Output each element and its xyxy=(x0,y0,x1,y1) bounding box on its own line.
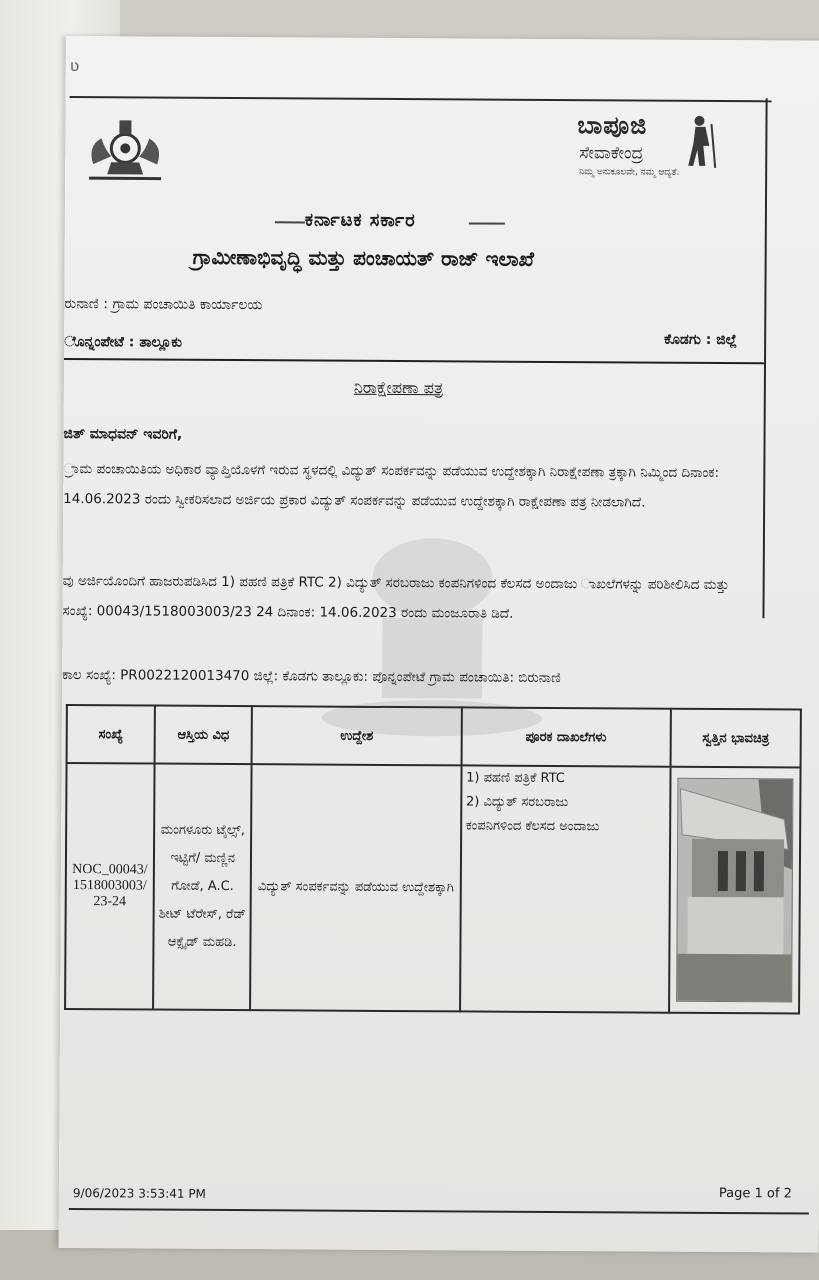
cell-photo xyxy=(669,767,801,1014)
header-supporting-documents: ಪೂರಕ ದಾಖಲೆಗಳು xyxy=(461,707,671,766)
office-line: ರುನಾಣಿ : ಗ್ರಾಮ ಪಂಚಾಯಿತಿ ಕಾರ್ಯಾಲಯ xyxy=(64,295,263,314)
title-rule-left xyxy=(275,221,305,223)
cell-documents xyxy=(460,765,671,1012)
document-item: 2) ವಿದ್ಯುತ್ ಸರಬರಾಜು xyxy=(465,794,569,811)
paragraph-documents: ವು ಅರ್ಜಿಯೊಂದಿಗೆ ಹಾಜರುಪಡಿಸಿದ 1) ಪಹಣಿ ಪತ್ರಿಕೆ RTC 2) ವಿದ್ಯುತ್ ಸರಬರಾಜು ಕಂಪನಿಗಳಿಂದ ಕೆಲಸದ ಅಂದಾಜು ಾಖಲೆಗಳನ್ನು ಪರಿಶೀಲಿಸಿದ ಮತ್ತು ಸಂಖ್ಯೆ: 00043/1518003003/23 24 ದಿನಾಂಕ: 14.06.2023 ರಂದು ಮಂಜೂರಾತಿ ಡಿದೆ. xyxy=(62,572,730,622)
header-property-type: ಆಸ್ತಿಯ ವಿಧ xyxy=(155,706,253,765)
brand-subtitle: ಸೇವಾಕೇಂದ್ರ xyxy=(579,143,644,164)
paragraph-property-ids: ಕಾಲ ಸಂಖ್ಯೆ: PR0022120013470 ಜಿಲ್ಲೆ: ಕೊಡಗು ತಾಲ್ಲೂಕು: ಪೊನ್ನಂಪೇಟೆ ಗ್ರಾಮ ಪಂಚಾಯಿತಿ: ಬಿರುನಾಣಿ xyxy=(62,666,561,687)
taluk-line: ೊನ್ನಂಪೇಟೆ : ತಾಲ್ಲೂಕು xyxy=(64,333,183,351)
karnataka-emblem-icon xyxy=(83,116,167,187)
district-line: ಕೊಡಗು : ಜಿಲ್ಲೆ xyxy=(664,331,738,349)
header-purpose: ಉದ್ದೇಶ xyxy=(252,706,462,765)
department-title: ಗ್ರಾಮೀಣಾಭಿವೃದ್ಧಿ ಮತ್ತು ಪಂಚಾಯತ್ ರಾಜ್ ಇಲಾಖೆ xyxy=(192,244,535,271)
cell-property-type: ಮಂಗಳೂರು ಟೈಲ್ಸ್, ಇಟ್ಟಿಗೆ/ ಮಣ್ಣಿನ ಗೋಡೆ, A.C. ಶೀಟ್ ಟೆರೇಸ್, ರೆಡ್ ಆಕ್ಸೈಡ್ ಮಹಡಿ. xyxy=(153,764,252,1011)
header-number: ಸಂಖ್ಯೆ xyxy=(67,705,155,764)
document-sheet xyxy=(59,36,819,1253)
header-property-photo: ಸ್ವತ್ತಿನ ಭಾವಚಿತ್ರ xyxy=(671,709,801,768)
document-title: ನಿರಾಕ್ಷೇಪಣಾ ಪತ್ರ xyxy=(353,377,444,398)
header-divider xyxy=(64,358,764,364)
table-row xyxy=(65,763,800,1013)
footer-divider xyxy=(69,1208,809,1215)
document-item: ಕಂಪನಿಗಳಿಂದ ಕೆಲಸದ ಅಂದಾಜು xyxy=(465,818,600,835)
table-header-row xyxy=(67,705,801,767)
paragraph-application: ್ರಾಮ ಪಂಚಾಯಿತಿಯ ಅಧಿಕಾರ ವ್ಯಾಪ್ತಿಯೊಳಗೆ ಇರುವ ಸ್ಥಳದಲ್ಲಿ ವಿದ್ಯುತ್ ಸಂಪರ್ಕವನ್ನು ಪಡೆಯುವ ಉದ್ದೇಶಕ್ಕಾಗಿ ನಿರಾಕ್ಷೇಪಣಾ ತ್ರಕ್ಕಾಗಿ ನಿಮ್ಮಿಂದ ದಿನಾಂಕ: 14.06.2023 ರಂದು ಸ್ವೀಕರಿಸಲಾದ ಅರ್ಜಿಯ ಪ್ರಕಾರ ವಿದ್ಯುತ್ ಸಂಪರ್ಕವನ್ನು ಪಡೆಯುವ ಉದ್ದೇಶಕ್ಕಾಗಿ ರಾಕ್ಷೇಪಣಾ ಪತ್ರ ನೀಡಲಾಗಿದೆ. xyxy=(63,460,720,511)
gandhi-walking-icon xyxy=(683,114,719,168)
title-rule-right xyxy=(469,222,505,224)
greeting: ಜಿತ್ ಮಾಧವನ್ ಇವರಿಗೆ, xyxy=(63,425,183,443)
footer-datetime: 9/06/2023 3:53:41 PM xyxy=(72,1186,206,1201)
brand-name: ಬಾಪೂಜಿ xyxy=(577,111,648,140)
cell-purpose: ವಿದ್ಯುತ್ ಸಂಪರ್ಕವನ್ನು ಪಡೆಯುವ ಉದ್ದೇಶಕ್ಕಾಗಿ xyxy=(250,764,461,1011)
noc-table xyxy=(64,704,802,1014)
brand-tagline: ನಿಮ್ಮ ಅನುಕೂಲವೇ, ನಮ್ಮ ಆದ್ಯತೆ. xyxy=(579,167,680,178)
government-title: ಕರ್ನಾಟಕ ಸರ್ಕಾರ xyxy=(304,209,416,232)
property-photo xyxy=(676,778,793,1003)
frame-line-right xyxy=(762,98,767,618)
footer-page-number: Page 1 of 2 xyxy=(718,1186,792,1202)
document-item: 1) ಪಹಣಿ ಪತ್ರಿಕೆ RTC xyxy=(466,770,565,787)
bapuji-seva-kendra-logo xyxy=(577,111,727,192)
frame-line-top xyxy=(70,96,772,102)
house-photo-image xyxy=(677,779,792,1002)
pen-mark: ʋ xyxy=(69,56,80,76)
cell-noc-number: NOC_00043/1518003003/23-24 xyxy=(65,763,155,1010)
